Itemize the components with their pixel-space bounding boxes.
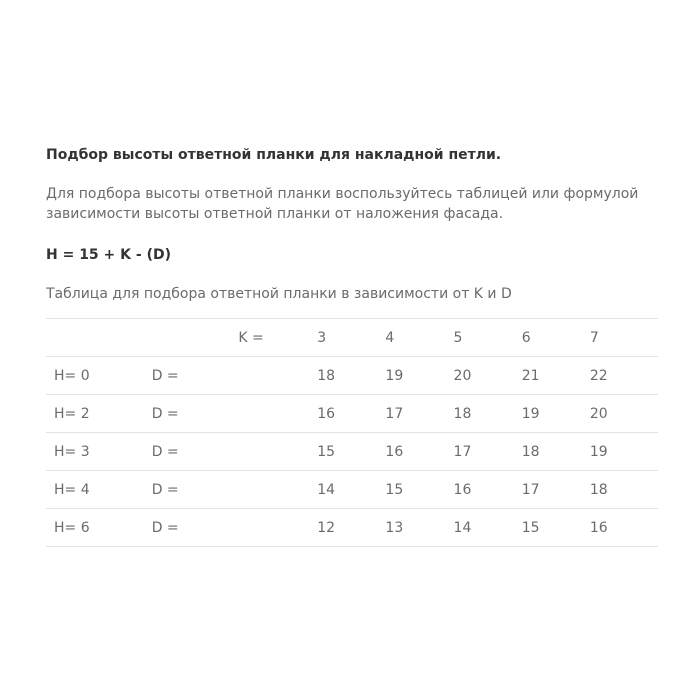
cell-value: 18 bbox=[589, 481, 608, 498]
cell-value: 15 bbox=[521, 519, 540, 536]
cell-empty bbox=[238, 395, 317, 433]
header-cell-k-value: 7 bbox=[589, 329, 599, 346]
cell-value: 17 bbox=[521, 481, 540, 498]
cell-value: 18 bbox=[317, 367, 336, 384]
cell-value: 18 bbox=[453, 405, 472, 422]
header-cell-k-value: 4 bbox=[385, 329, 395, 346]
cell-empty bbox=[238, 433, 317, 471]
cell-value: 12 bbox=[317, 519, 336, 536]
cell-value: 14 bbox=[317, 481, 336, 498]
cell-value: 14 bbox=[453, 519, 472, 536]
cell-value: 15 bbox=[317, 443, 336, 460]
cell-value: 16 bbox=[385, 443, 404, 460]
header-cell-h bbox=[46, 319, 152, 357]
header-cell-k-value: 6 bbox=[521, 329, 531, 346]
cell-value: 13 bbox=[385, 519, 404, 536]
cell-value: 19 bbox=[589, 443, 608, 460]
article-content bbox=[46, 144, 658, 547]
table-header-row bbox=[46, 319, 658, 357]
header-cell-k: K = bbox=[238, 329, 264, 346]
table-row bbox=[46, 433, 658, 471]
formula: H = 15 + K - (D) bbox=[46, 247, 171, 263]
table-row bbox=[46, 471, 658, 509]
table-row bbox=[46, 395, 658, 433]
header-cell-k-value: 5 bbox=[453, 329, 463, 346]
selection-table bbox=[46, 318, 658, 547]
cell-value: 15 bbox=[385, 481, 404, 498]
cell-value: 18 bbox=[521, 443, 540, 460]
cell-h: H= 4 bbox=[54, 481, 90, 498]
cell-value: 19 bbox=[521, 405, 540, 422]
article-description: Для подбора высоты ответной планки воспользуйтесь таблицей или формулой зависимости высоты ответной планки от наложения фасада. bbox=[46, 186, 639, 222]
cell-value: 16 bbox=[317, 405, 336, 422]
cell-d: D = bbox=[151, 405, 179, 422]
cell-empty bbox=[238, 509, 317, 547]
table-row bbox=[46, 509, 658, 547]
cell-h: H= 6 bbox=[54, 519, 90, 536]
cell-value: 16 bbox=[589, 519, 608, 536]
cell-h: H= 0 bbox=[54, 367, 90, 384]
cell-d: D = bbox=[151, 443, 179, 460]
cell-h: H= 3 bbox=[54, 443, 90, 460]
cell-empty bbox=[238, 357, 317, 395]
header-cell-d bbox=[152, 319, 239, 357]
cell-value: 17 bbox=[385, 405, 404, 422]
cell-value: 21 bbox=[521, 367, 540, 384]
cell-h: H= 2 bbox=[54, 405, 90, 422]
article-title: Подбор высоты ответной планки для накладной петли. bbox=[46, 147, 502, 163]
header-cell-k-value: 3 bbox=[317, 329, 327, 346]
cell-value: 19 bbox=[385, 367, 404, 384]
cell-value: 20 bbox=[589, 405, 608, 422]
cell-d: D = bbox=[151, 519, 179, 536]
cell-value: 16 bbox=[453, 481, 472, 498]
cell-d: D = bbox=[151, 481, 179, 498]
cell-value: 20 bbox=[453, 367, 472, 384]
table-caption: Таблица для подбора ответной планки в зависимости от K и D bbox=[46, 286, 512, 302]
table-row bbox=[46, 357, 658, 395]
cell-empty bbox=[238, 471, 317, 509]
cell-d: D = bbox=[151, 367, 179, 384]
cell-value: 22 bbox=[589, 367, 608, 384]
cell-value: 17 bbox=[453, 443, 472, 460]
